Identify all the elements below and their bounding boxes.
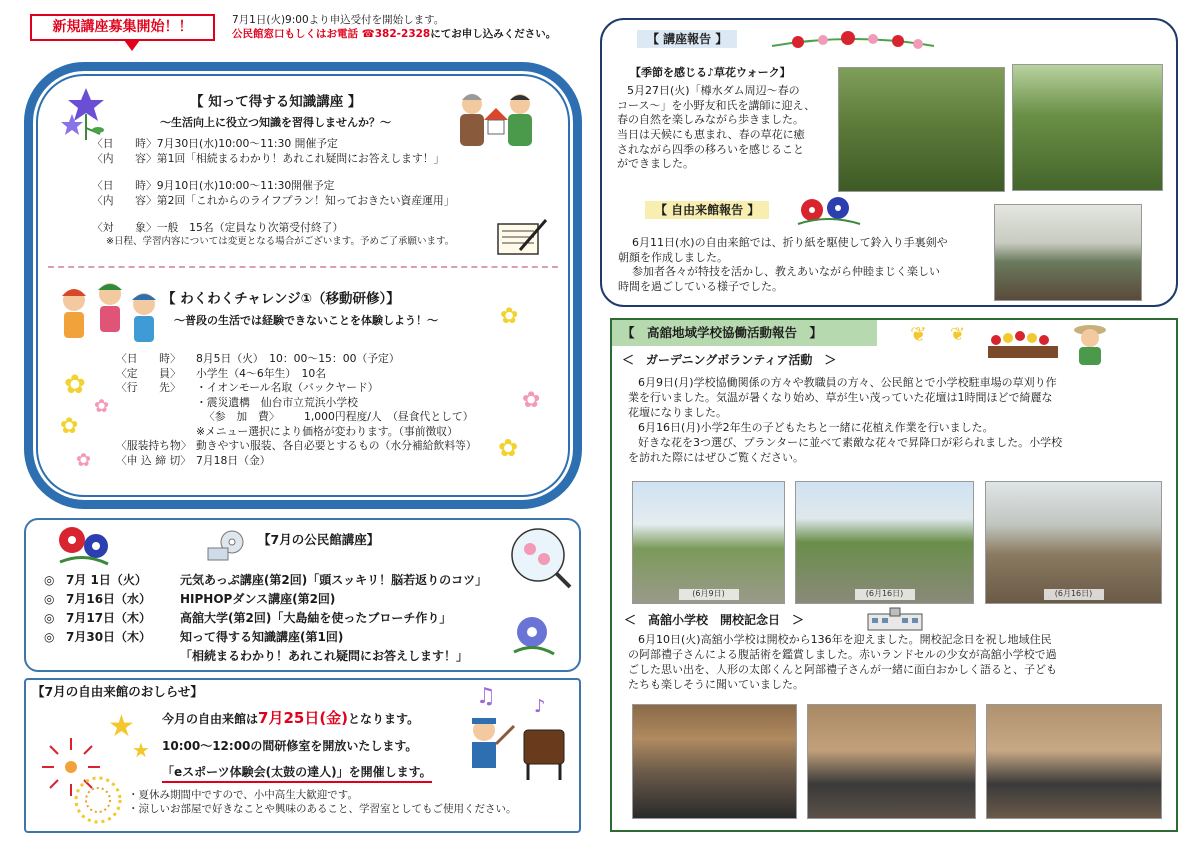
bullet: ・涼しいお部屋で好きなことや興味のあること、学習室としてもご使用ください。 <box>128 803 517 816</box>
row-value: 7月30日(水)10:00～11:30 開催予定 <box>156 137 338 150</box>
anniversary-photo <box>986 704 1162 819</box>
item-mark: ◎ <box>44 592 55 606</box>
fan-uchiwa-icon <box>508 525 574 596</box>
bullet: ・夏休み期間中ですので、小中高生大歓迎です。 <box>128 789 358 801</box>
row-label: 〈申 込 締 切〉 <box>116 453 192 467</box>
free-notice-bullets <box>128 788 517 816</box>
free-report-line: 朝顔を作成しました。 <box>618 250 728 264</box>
row-value: 8月5日（火） 10：00～15：00（予定） <box>196 352 400 365</box>
garden-photo <box>632 481 785 604</box>
line1-pre: 今月の自由来館は <box>162 712 259 726</box>
july-item <box>44 610 514 629</box>
drummer-boy-icon <box>462 714 572 789</box>
item-mark: ◎ <box>44 573 55 587</box>
report-body <box>617 84 832 172</box>
garden-body <box>628 376 1158 466</box>
knowledge-row <box>92 194 492 209</box>
row-label: 〈定 員〉 <box>116 366 181 380</box>
line1-date: 7月25日(金) <box>258 709 349 727</box>
knowledge-row <box>92 137 492 152</box>
star-icon: ★ <box>132 738 150 762</box>
challenge-row <box>116 439 516 454</box>
knowledge-details <box>92 137 492 249</box>
report-line: コース～」を小野友和氏を講師に迎え、 <box>617 98 816 112</box>
free-notice-line2: 10:00～12:00の間研修室を開放いたします。 <box>162 739 418 754</box>
item-date: 7月30日（木） <box>66 630 152 644</box>
report-subtitle: 【季節を感じる♪草花ウォーク】 <box>630 66 791 79</box>
free-report-line: 参加者各々が特技を活かし、教えあいながら仲睦まじく楽しい <box>632 265 940 279</box>
row-value: 一般 15名（定員なり次第受付終了） <box>156 221 344 235</box>
july-item <box>44 629 514 648</box>
row-value: ・イオンモール名取（バックヤード） <box>196 381 379 395</box>
row-value: 7月18日（金） <box>196 453 271 467</box>
row-value: 第1回「相続まるわかり！あれこれ疑問にお答えします！」 <box>156 151 445 165</box>
item-text: 元気あっぷ講座(第2回)「頭スッキリ！脳若返りのコツ」 <box>180 573 488 587</box>
anniversary-line: 6月10日(火)高舘小学校は開校から136年を迎えました。開校記念日を祝し地域住民 <box>638 633 1052 646</box>
item-date: 7月16日（水） <box>66 592 152 606</box>
free-visit-photo <box>994 204 1142 301</box>
row-label: 〈内 容〉 <box>92 151 157 165</box>
knowledge-title: 【 知って得する知識講座 】 <box>190 94 362 110</box>
challenge-row <box>116 454 516 469</box>
garden-line: 花壇になりました。 <box>628 405 727 419</box>
flower-garland-icon <box>768 28 938 63</box>
row-value: 1,000円程度/人 （昼食代として） <box>304 410 474 424</box>
flowerbed-icon <box>986 322 1060 365</box>
garden-photo <box>795 481 974 604</box>
row-value: ・震災遺構 仙台市立荒浜小学校 <box>196 395 358 409</box>
knowledge-note: ※日程、学習内容については変更となる場合がございます。予めご了承願います。 <box>106 235 455 247</box>
photo-caption: (6月16日) <box>1044 589 1104 600</box>
recruit-line1: 7月1日(火)9:00より申込受付を開始します。 <box>232 14 445 26</box>
flower-icon: ✿ <box>76 450 92 471</box>
july-list <box>44 572 514 664</box>
fireworks-icon <box>70 772 126 833</box>
garden-line: 6月16日(月)小学2年生の子どもたちと一緒に花植え作業を行いました。 <box>638 420 994 434</box>
free-notice-body <box>162 708 432 783</box>
july-item <box>44 591 514 610</box>
row-value: 第2回「これからのライフプラン！知っておきたい資産運用」 <box>156 193 455 207</box>
row-label: 〈参 加 費〉 <box>204 410 280 424</box>
challenge-row <box>116 396 516 411</box>
anniversary-photo <box>807 704 976 819</box>
flower-icon: ✿ <box>500 304 519 329</box>
garden-line: を訪れた際にはぜひご覧ください。 <box>628 450 804 464</box>
walk-photo <box>838 67 1005 192</box>
challenge-row <box>116 425 516 440</box>
morning-glory-icon <box>796 194 862 233</box>
garden-line: 6月9日(月)学校協働関係の方々や教職員の方々、公民館とで小学校駐車場の草刈り作 <box>638 376 1057 389</box>
item-text: 高舘大学(第2回)「大島紬を使ったブローチ作り」 <box>180 611 452 625</box>
knowledge-subtitle: ～生活向上に役立つ知識を習得しませんか？～ <box>160 116 391 129</box>
notebook-pen-icon <box>494 216 550 265</box>
challenge-row <box>116 381 516 396</box>
recruit-phone: 公民館窓口もしくはお電話 ☎382-2328 <box>232 28 431 41</box>
knowledge-row <box>92 179 492 194</box>
row-value: 動きやすい服装、各自必要とするもの（水分補給飲料等） <box>196 439 477 453</box>
challenge-title: 【 わくわくチャレンジ①（移動研修）】 <box>162 291 400 307</box>
item-date: 7月 1日（火） <box>66 573 147 587</box>
challenge-row <box>116 367 516 382</box>
star-icon: ★ <box>108 709 135 744</box>
recruit-badge: 新規講座募集開始！！ <box>30 14 215 41</box>
report-line: されながら四季の移ろいを感じること <box>617 142 804 156</box>
row-value: ※メニュー選択により価格が変わります。（事前徴収） <box>196 424 458 438</box>
recruit-text <box>232 13 592 41</box>
row-label: 〈内 容〉 <box>92 193 157 207</box>
report-line: 当日は天候にも恵まれ、春の草花に癒 <box>617 127 805 141</box>
item-date: 7月17日（木） <box>66 611 152 625</box>
walk-group-photo <box>1012 64 1163 191</box>
garden-title: ＜ ガーデニングボランティア活動 ＞ <box>622 353 837 367</box>
flower-icon: ✿ <box>60 414 79 439</box>
free-report-title: 【 自由来館報告 】 <box>645 201 769 219</box>
item-mark: ◎ <box>44 630 55 644</box>
challenge-subtitle: ～普段の生活では経験できないことを体験しよう！～ <box>174 314 438 327</box>
free-report-body <box>618 236 990 295</box>
line1-post: となります。 <box>348 712 420 726</box>
garden-line: 業を行いました。気温が暑くなり始め、草が生い茂っていた花壇は1時間ほどで綺麗な <box>628 390 1053 404</box>
anniversary-title: ＜ 高舘小学校 開校記念日 ＞ <box>624 613 805 627</box>
flower-icon: ✿ <box>498 434 519 462</box>
anniversary-body <box>628 633 1158 693</box>
july-continuation: 「相続まるわかり！あれこれ疑問にお答えします！」 <box>180 649 469 663</box>
music-notes-icon: ♫ <box>476 684 496 709</box>
knowledge-row <box>92 221 492 236</box>
july-title: 【7月の公民館講座】 <box>258 532 380 547</box>
butterfly-icon: ❦ <box>950 324 966 345</box>
row-label: 〈日 時〉 <box>92 179 157 193</box>
recruit-line2-rest: にてお申し込みください。 <box>430 28 557 41</box>
challenge-row <box>116 410 516 425</box>
report-line: ができました。 <box>617 157 694 171</box>
row-value: 9月10日(水)10:00～11:30開催予定 <box>156 179 335 193</box>
section-divider <box>48 266 558 268</box>
anniversary-line: たちも楽しそうに聞いていました。 <box>628 677 804 691</box>
cd-disc-icon <box>206 528 246 569</box>
row-label: 〈対 象〉 <box>92 221 157 235</box>
row-label: 〈行 先〉 <box>116 381 181 395</box>
knowledge-row <box>92 152 492 167</box>
photo-caption: (6月9日) <box>679 589 739 600</box>
report-line: 5月27日(火)「樽水ダム周辺～春の <box>627 84 800 97</box>
free-notice-line1 <box>162 708 432 728</box>
item-text: 知って得する知識講座(第1回) <box>180 630 344 644</box>
anniversary-line: ごした思い出を、人形の太郎くんと阿部禮子さんが一緒に面白おかしく語ると、子ども <box>628 662 1057 676</box>
flower-icon: ✿ <box>522 388 541 413</box>
free-notice-line3: 「eスポーツ体験会(太鼓の達人)」を開催します。 <box>162 764 432 782</box>
butterfly-icon: ❦ <box>910 322 927 346</box>
morning-glory-icon <box>56 522 112 571</box>
garden-photo <box>985 481 1162 604</box>
item-text: HIPHOPダンス講座(第2回) <box>180 592 336 606</box>
row-label: 〈日 時〉 <box>116 352 181 365</box>
flower-icon: ✿ <box>94 396 110 417</box>
free-report-line: 6月11日(水)の自由来館では、折り紙を駆使して鈴入り手裏剣や <box>632 236 948 249</box>
row-value: 小学生（4～6年生） 10名 <box>196 366 327 380</box>
report-title: 【 講座報告 】 <box>637 30 737 48</box>
photo-caption: (6月16日) <box>855 589 915 600</box>
gardener-icon <box>1070 320 1110 371</box>
collab-title: 【 高舘地域学校協働活動報告 】 <box>612 320 877 346</box>
challenge-row <box>116 352 516 367</box>
free-notice-title: 【7月の自由来館のおしらせ】 <box>32 684 203 699</box>
morning-glory-icon <box>508 612 558 663</box>
item-mark: ◎ <box>44 611 55 625</box>
row-label: 〈日 時〉 <box>92 137 157 150</box>
flower-icon: ✿ <box>64 370 86 400</box>
report-line: 春の自然を楽しみながら歩きました。 <box>617 113 804 127</box>
free-report-line: 時間を過ごしている様子でした。 <box>618 279 783 293</box>
anniversary-photo <box>632 704 797 819</box>
recruit-line2 <box>232 27 592 41</box>
anniversary-line: の阿部禮子さんによる腹話術を鑑賞しました。赤いランドセルの少女が高舘小学校で過 <box>628 647 1057 661</box>
garden-line: 好きな花を3つ選び、プランターに並べて素敵な花々で昇降口が彩られました。小学校 <box>638 435 1063 449</box>
music-notes-icon: ♪ <box>534 696 546 717</box>
july-item <box>44 572 514 591</box>
challenge-details <box>116 352 519 469</box>
row-label: 〈服装持ち物〉 <box>116 439 192 453</box>
